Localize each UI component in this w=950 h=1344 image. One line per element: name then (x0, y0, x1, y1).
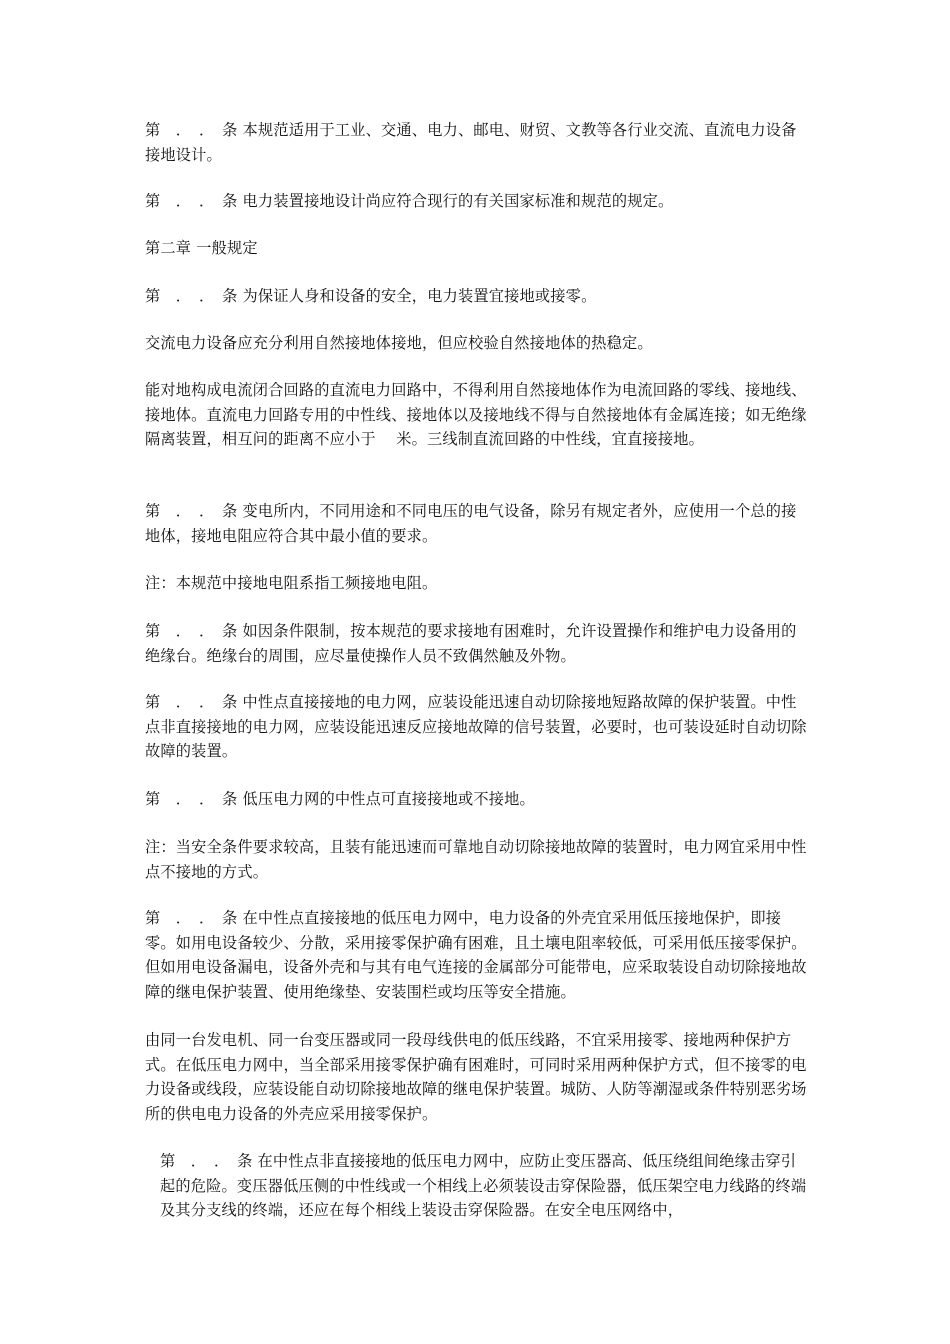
paragraph-2: 第 ． ． 条 电力装置接地设计尚应符合现行的有关国家标准和规范的规定。 (145, 192, 674, 210)
note-2: 注：当安全条件要求较高，且装有能迅速而可靠地自动切除接地故障的装置时，电力网宜采用中性点不接地的方式。 (145, 838, 807, 881)
paragraph-11: 由同一台发电机、同一台变压器或同一段母线供电的低压线路，不宜采用接零、接地两种保护方式。在低压电力网中，当全部采用接零保护确有困难时，可同时采用两种保护方式，但不接零的电力设备或线段，应装设能自动切除接地故障的继电保护装置。城防、人防等潮湿或条件特别恶劣场所的供电电力设备的外壳应采用接零保护。 (145, 1031, 807, 1123)
note-1: 注：本规范中接地电阻系指工频接地电阻。 (145, 574, 438, 592)
paragraph-12: 第 ． ． 条 在中性点非直接接地的低压电力网中，应防止变压器高、低压绕组间绝缘击穿引起的危险。变压器低压侧的中性线或一个相线上必须装设击穿保险器，低压架空电力线路的终端及其分支线的终端，还应在每个相线上装设击穿保险器。在安全电压网络中， (160, 1152, 807, 1219)
paragraph-9: 第 ． ． 条 低压电力网的中性点可直接接地或不接地。 (145, 790, 535, 808)
paragraph-4: 交流电力设备应充分利用自然接地体接地，但应校验自然接地体的热稳定。 (145, 334, 653, 352)
chapter-heading: 第二章 一般规定 (145, 239, 258, 257)
paragraph-10: 第 ． ． 条 在中性点直接接地的低压电力网中，电力设备的外壳宜采用低压接地保护，即接零。如用电设备较少、分散，采用接零保护确有困难，且土壤电阻率较低，可采用低压接零保护。但如用电设备漏电，设备外壳和与其有电气连接的金属部分可能带电，应采取装设自动切除接地故障的继电保护装置、使用绝缘垫、安装围栏或均压等安全措施。 (145, 909, 807, 1001)
paragraph-8: 第 ． ． 条 中性点直接接地的电力网，应装设能迅速自动切除接地短路故障的保护装置。中性点非直接接地的电力网，应装设能迅速反应接地故障的信号装置，必要时，也可装设延时自动切除故障的装置。 (145, 693, 807, 760)
paragraph-7: 第 ． ． 条 如因条件限制，按本规范的要求接地有困难时，允许设置操作和维护电力设备用的绝缘台。绝缘台的周围，应尽量使操作人员不致偶然触及外物。 (145, 622, 797, 665)
paragraph-1: 第 ． ． 条 本规范适用于工业、交通、电力、邮电、财贸、文教等各行业交流、直流电力设备接地设计。 (145, 121, 797, 164)
paragraph-5: 能对地构成电流闭合回路的直流电力回路中，不得利用自然接地体作为电流回路的零线、接地线、接地体。直流电力回路专用的中性线、接地体以及接地线不得与自然接地体有金属连接；如无绝缘隔离装置，相互问的距离不应小于 米。三线制直流回路的中性线，宜直接接地。 (145, 381, 807, 448)
paragraph-6: 第 ． ． 条 变电所内，不同用途和不同电压的电气设备，除另有规定者外，应使用一个总的接地体，接地电阻应符合其中最小值的要求。 (145, 502, 797, 545)
paragraph-3: 第 ． ． 条 为保证人身和设备的安全，电力装置宜接地或接零。 (145, 287, 597, 305)
